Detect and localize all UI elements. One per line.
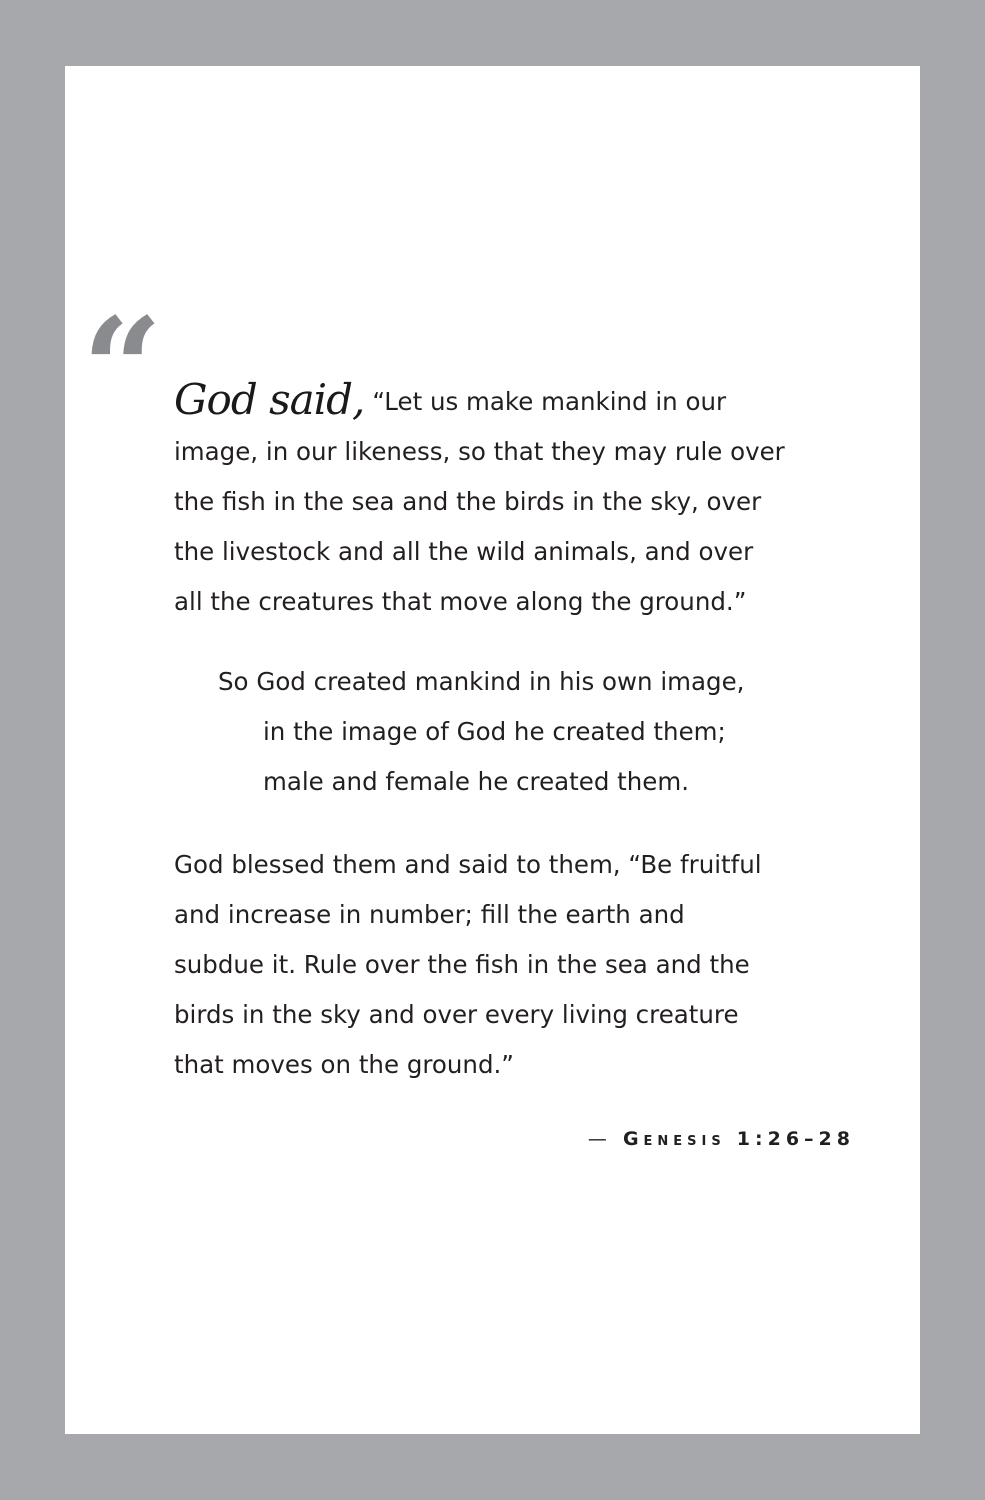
paragraph-1-line-2: image, in our likeness, so that they may rule over: [174, 437, 785, 466]
reference-dash: —: [587, 1128, 612, 1150]
scripture-reference: [588, 1128, 855, 1150]
paragraph-1-line-3: the fish in the sea and the birds in the sky, over: [174, 487, 762, 516]
paragraph-3-line-3: subdue it. Rule over the fish in the sea and the: [174, 950, 750, 979]
paragraph-3-line-1: God blessed them and said to them, “Be fruitful: [174, 850, 762, 879]
paragraph-1: [174, 375, 834, 627]
paragraph-1-line-4: the livestock and all the wild animals, and over: [174, 537, 754, 566]
paragraph-3-line-5: that moves on the ground.”: [174, 1050, 514, 1079]
poem-block: [218, 657, 744, 807]
poem-line-3: male and female he created them.: [263, 767, 690, 796]
poem-line-2: in the image of God he created them;: [263, 717, 726, 746]
open-quote-icon: “: [82, 288, 155, 452]
poem-line-1: So God created mankind in his own image,: [218, 667, 745, 696]
paragraph-3-line-2: and increase in number; fill the earth and: [174, 900, 685, 929]
paragraph-1-line-1: God said, “Let us make mankind in our: [174, 375, 727, 424]
lead-phrase: God said,: [174, 375, 365, 424]
paragraph-3-line-4: birds in the sky and over every living creature: [174, 1000, 739, 1029]
reference-book: Genesis: [622, 1128, 726, 1150]
paragraph-3: [174, 840, 834, 1090]
reference-verses: 1:26–28: [736, 1128, 855, 1150]
paragraph-1-line-5: all the creatures that move along the ground.”: [174, 587, 747, 616]
